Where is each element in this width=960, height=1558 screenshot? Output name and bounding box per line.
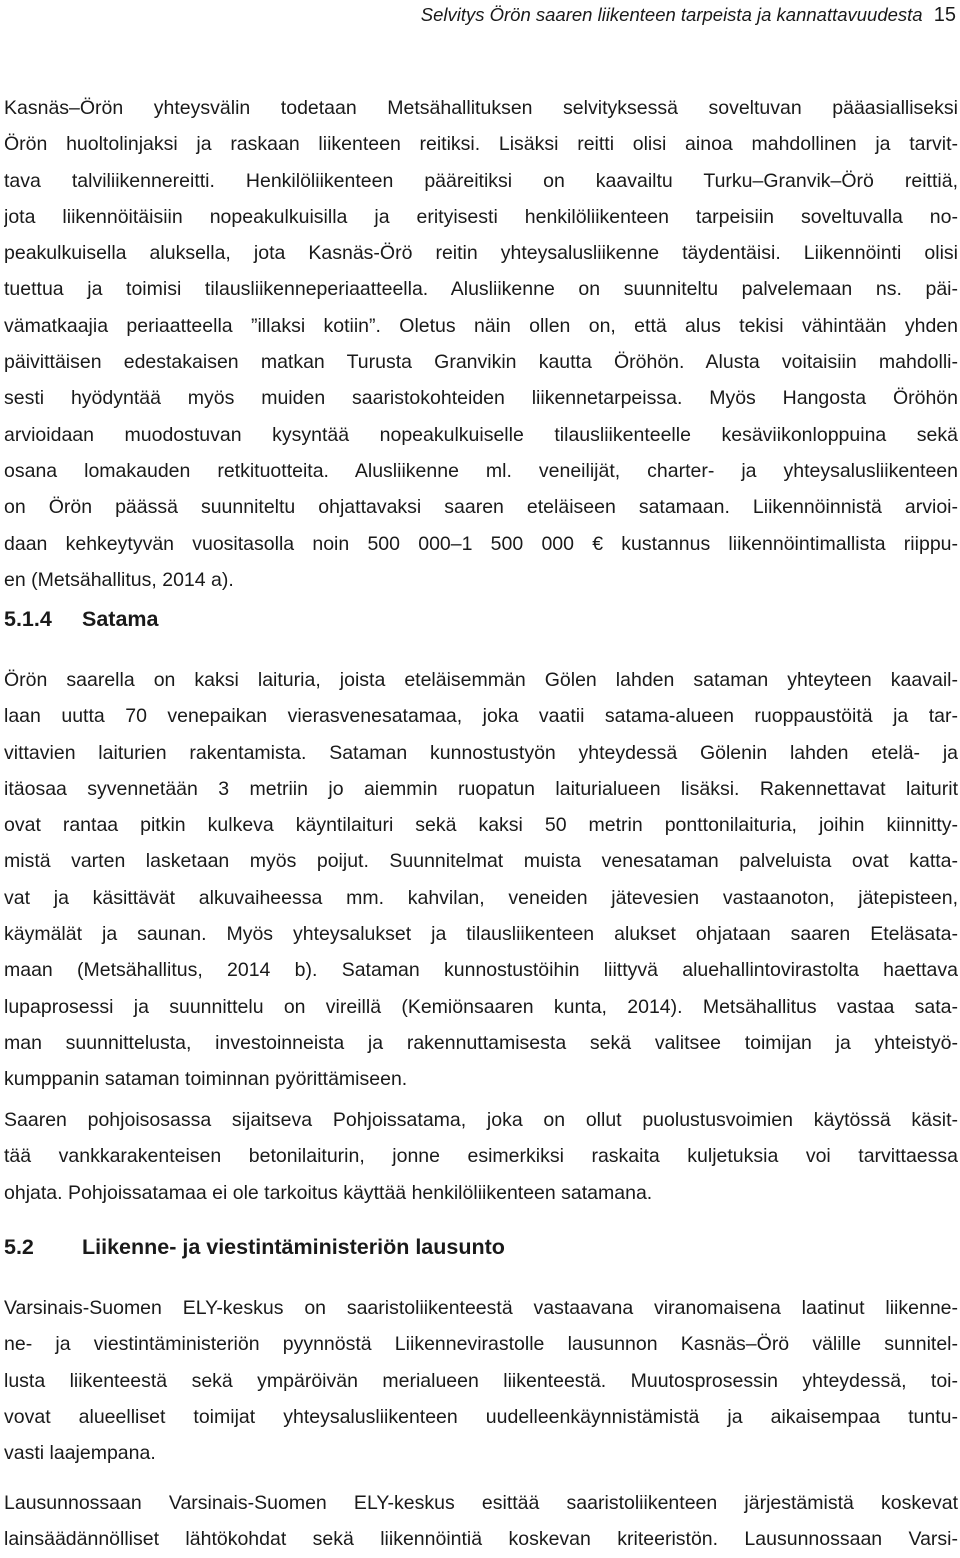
text-line: itäosaa syvennetään 3 metriin jo aiemmin ruopatun laiturialueen lisäksi. Rakennettavat laiturit [4,777,958,800]
text-line: vat ja käsittävät alkuvaiheessa mm. kahvilan, veneiden jätevesien vastaanoton, jätepisteen, [4,886,958,909]
heading-title: Satama [82,607,159,631]
text-line: lainsäädännölliset lähtökohdat sekä liikennöintiä koskevan kriteeristön. Lausunnossaan Varsi- [4,1528,958,1551]
text-line: daan kehkeytyvän vuositasolla noin 500 000–1 500 000 € kustannus liikennöintimallista riippu- [4,532,958,555]
paragraph-kasnas-oro-route [4,90,958,598]
header-title: Selvitys Örön saaren liikenteen tarpeista ja kannattavuudesta [420,4,923,25]
text-line: man suunnittelusta, investoinneista ja rakennuttamisesta sekä valitsee toimijan ja yhteistyö- [4,1031,958,1054]
text-line: tää vankkarakenteisen betonilaiturin, jonne esimerkiksi raskaita kuljetuksia voi tarvittaessa [4,1145,958,1168]
text-line: Varsinais-Suomen ELY-keskus on saaristoliikenteestä vastaavana viranomaisena laatinut liikenne- [4,1297,958,1319]
text-line: maan (Metsähallitus, 2014 b). Sataman kunnostustöihin liittyvä aluehallintovirastolta haettava [4,959,958,982]
text-line: osana lomakauden retkituotteita. Alusliikenne ml. veneilijät, charter- ja yhteysalusliikenteen [4,459,958,482]
text-line: Saaren pohjoisosassa sijaitseva Pohjoissatama, joka on ollut puolustusvoimien käytössä käsit- [4,1109,958,1131]
running-header [421,2,956,28]
text-line: vasti laajempana. [4,1442,156,1465]
text-line: lupaprosessi ja suunnittelu on vireillä (Kemiönsaaren kunta, 2014). Metsähallitus vastaa sata- [4,995,958,1018]
heading-title: Liikenne- ja viestintäministeriön lausunto [82,1235,505,1259]
page-number: 15 [933,4,956,26]
heading-number: 5.2 [4,1235,34,1259]
text-line: lusta liikenteestä sekä ympäröivän merialueen liikenteestä. Muutosprosessin yhteydessä, toi- [4,1369,958,1392]
paragraph-north-harbour [4,1102,958,1211]
text-line: ovat rantaa pitkin kulkeva käyntilaituri sekä kaksi 50 metrin ponttonilaituria, joihin kiinnitty- [4,814,958,837]
text-line: Kasnäs–Örön yhteysvälin todetaan Metsähallituksen selvityksessä soveltuvan pääasialliseksi [4,97,958,119]
text-line: mistä varten lasketaan myös poijut. Suunnitelmat muista venesataman palveluista ovat katta- [4,850,958,873]
text-line: käymälät ja saunan. Myös yhteysalukset ja tilausliikenteen alukset ohjataan saaren Eteläsata- [4,923,958,946]
section-heading-ministry-statement [4,1232,505,1262]
text-line: jota liikennöitäisiin nopeakulkuisilla ja erityisesti henkilöliikenteen tarpeisiin soveltuvalla no- [4,205,958,228]
text-line: Örön huoltolinjaksi ja raskaan liikenteen reitiksi. Lisäksi reitti olisi ainoa mahdollinen ja tarvit- [4,133,958,156]
text-line: tava talviliikennereitti. Henkilöliikenteen pääreitiksi on kaavailtu Turku–Granvik–Örö reittiä, [4,169,958,192]
text-line: Örön saarella on kaksi laituria, joista eteläisemmän Gölen lahden sataman yhteyteen kaavail- [4,669,958,691]
text-line: en (Metsähallitus, 2014 a). [4,568,234,591]
text-line: kumppanin sataman toiminnan pyörittämiseen. [4,1068,408,1091]
heading-number: 5.1.4 [4,607,52,631]
text-line: vittavien laiturien rakentamista. Sataman kunnostustyön yhteydessä Gölenin lahden etelä- ja [4,741,958,764]
text-line: vämatkaajia periaatteella ”illaksi kotiin”. Oletus näin ollen on, että alus tekisi vähintään yhden [4,314,958,337]
section-heading-satama [4,604,159,634]
text-line: sesti hyödyntää myös muiden saaristokohteiden liikennetarpeissa. Myös Hangosta Öröhön [4,387,958,410]
text-line: päivittäisen edestakaisen matkan Turusta Granvikin kautta Öröhön. Alusta voitaisiin mahdolli- [4,351,958,374]
paragraph-harbour-plans [4,662,958,1098]
text-line: tuettua ja toimisi tilausliikenneperiaatteella. Alusliikenne on suunniteltu palvelemaan ns. päi- [4,278,958,301]
text-line: peakulkuisella aluksella, jota Kasnäs-Örö reitin yhteysalusliikenne täydentäisi. Liikennöinti olisi [4,242,958,265]
text-line: vovat alueelliset toimijat yhteysalusliikenteen uudelleenkäynnistämistä ja aikaisempaa tuntu- [4,1405,958,1428]
text-line: on Örön päässä suunniteltu ohjattavaksi saaren eteläiseen satamaan. Liikennöinnistä arvioi- [4,496,958,519]
paragraph-ely-legislation [4,1485,958,1558]
paragraph-ely-statement [4,1290,958,1471]
text-line: arvioidaan muodostuvan kysyntää nopeakulkuiselle tilausliikenteelle kesäviikonloppuina sekä [4,423,958,446]
text-line: laan uutta 70 venepaikan vierasvenesatamaa, joka vaatii satama-alueen ruoppaustöitä ja tar- [4,705,958,728]
text-line: Lausunnossaan Varsinais-Suomen ELY-keskus esittää saaristoliikenteen järjestämistä koskevat [4,1492,958,1514]
text-line: ne- ja viestintäministeriön pyynnöstä Liikennevirastolle lausunnon Kasnäs–Örö välille sunnitel- [4,1333,958,1356]
text-line: ohjata. Pohjoissatamaa ei ole tarkoitus käyttää henkilöliikenteen satamana. [4,1181,653,1204]
